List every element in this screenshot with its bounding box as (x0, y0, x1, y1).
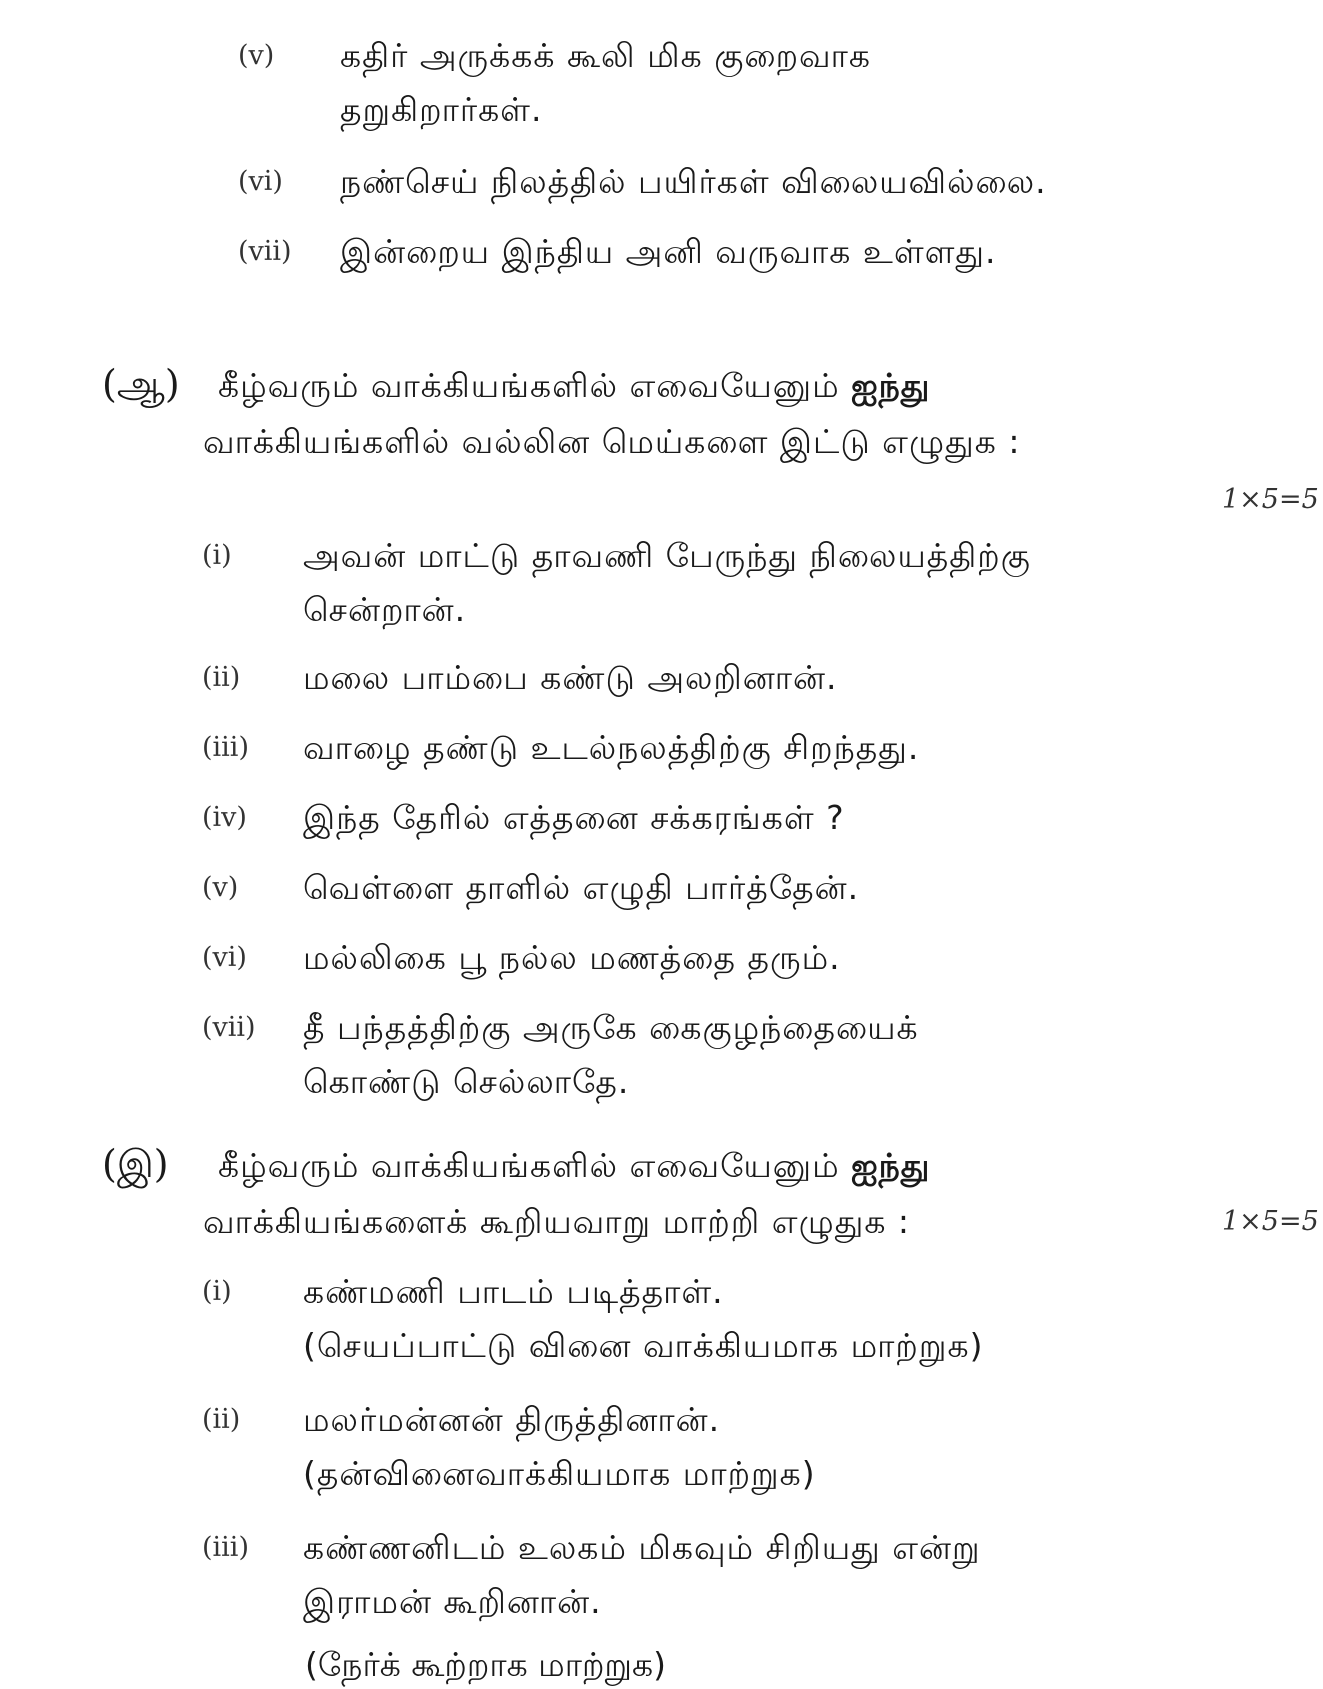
item-number: (ii) (202, 662, 241, 693)
section-instruction-line2: வாக்கியங்களில் வல்லின மெய்களை இட்டு எழுதுக : (203, 422, 1021, 461)
item-number: (iii) (202, 732, 249, 763)
section-instruction-line1 (218, 1146, 930, 1190)
section-label: (ஆ) (102, 362, 180, 406)
item-text: கொண்டு செல்லாதே. (303, 1062, 630, 1101)
item-number: (vii) (202, 1012, 256, 1043)
item-number: (ii) (202, 1404, 241, 1435)
item-text: இந்த தேரில் எத்தனை சக்கரங்கள் ? (303, 798, 845, 837)
instruction-text: கீழ்வரும் வாக்கியங்களில் எவையேனும் (218, 1146, 840, 1185)
instruction-bold: ஐந்து (851, 366, 931, 405)
item-text: நண்செய் நிலத்தில் பயிர்கள் விலையவில்லை. (340, 162, 1047, 201)
item-number: (vi) (202, 942, 247, 973)
section-instruction-line2: வாக்கியங்களைக் கூறியவாறு மாற்றி எழுதுக : (203, 1202, 911, 1241)
item-text: (தன்வினைவாக்கியமாக மாற்றுக) (303, 1454, 816, 1493)
section-instruction-line1 (218, 366, 930, 410)
item-number: (v) (238, 40, 275, 71)
marks-label: 1×5=5 (1222, 1206, 1319, 1237)
item-text: தறுகிறார்கள். (340, 90, 543, 129)
item-text: கதிர் அருக்கக் கூலி மிக குறைவாக (340, 36, 871, 75)
item-text: வெள்ளை தாளில் எழுதி பார்த்தேன். (303, 868, 860, 907)
item-number: (vii) (238, 236, 292, 267)
item-text: இன்றைய இந்திய அனி வருவாக உள்ளது. (340, 232, 997, 271)
item-text: வாழை தண்டு உடல்நலத்திற்கு சிறந்தது. (303, 728, 920, 767)
item-text: கண்ணனிடம் உலகம் மிகவும் சிறியது என்று (303, 1528, 981, 1567)
section-label: (இ) (102, 1142, 169, 1186)
item-text: (செயப்பாட்டு வினை வாக்கியமாக மாற்றுக) (303, 1326, 984, 1365)
item-text: சென்றான். (303, 590, 467, 629)
instruction-bold: ஐந்து (851, 1146, 931, 1185)
item-text: தீ பந்தத்திற்கு அருகே கைகுழந்தையைக் (303, 1008, 919, 1047)
item-number: (vi) (238, 166, 283, 197)
item-text: மலை பாம்பை கண்டு அலறினான். (303, 658, 838, 697)
marks-label: 1×5=5 (1222, 484, 1319, 515)
instruction-text: கீழ்வரும் வாக்கியங்களில் எவையேனும் (218, 366, 840, 405)
item-number: (iv) (202, 802, 247, 833)
item-number: (i) (202, 1276, 232, 1307)
item-text: மலர்மன்னன் திருத்தினான். (303, 1400, 721, 1439)
item-number: (iii) (202, 1532, 249, 1563)
item-text: இராமன் கூறினான். (303, 1582, 602, 1621)
item-number: (v) (202, 872, 239, 903)
item-text: அவன் மாட்டு தாவணி பேருந்து நிலையத்திற்கு (303, 536, 1031, 575)
item-text: கண்மணி பாடம் படித்தாள். (303, 1272, 724, 1311)
item-text: மல்லிகை பூ நல்ல மணத்தை தரும். (303, 938, 841, 977)
item-number: (i) (202, 540, 232, 571)
cut-off-line-bottom: (நேர்க் கூற்றாக மாற்றுக) (305, 1645, 667, 1684)
